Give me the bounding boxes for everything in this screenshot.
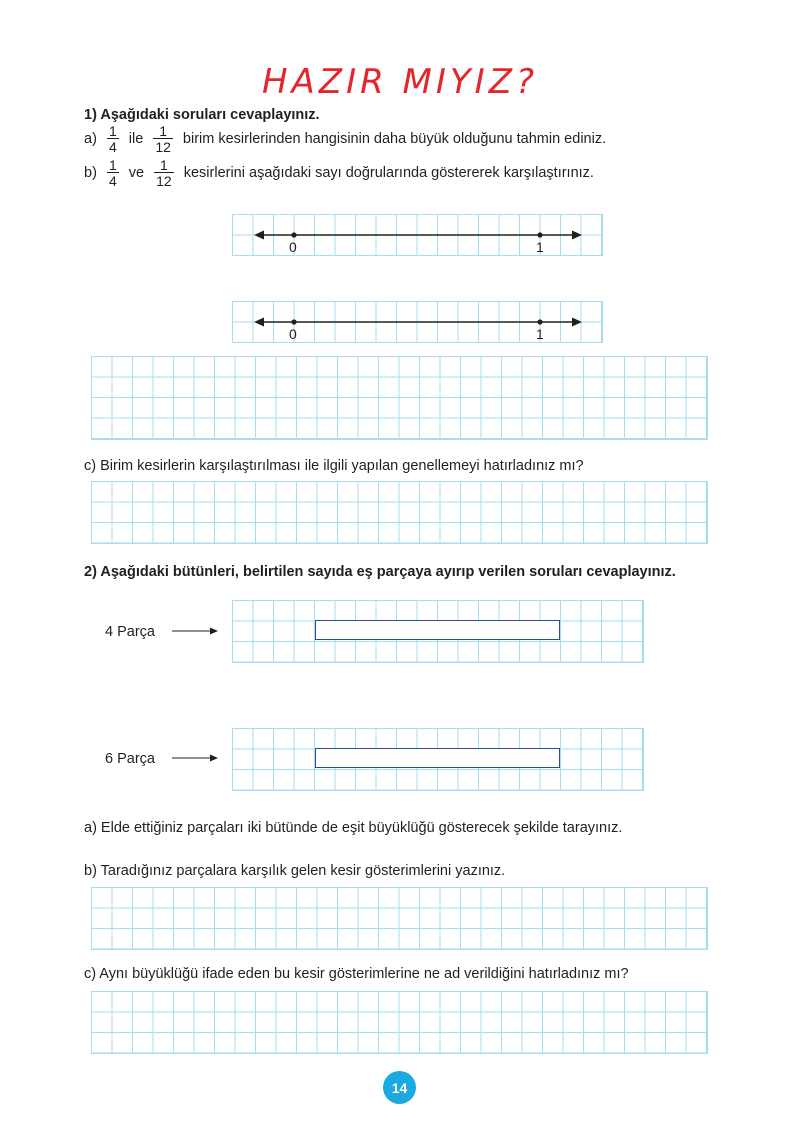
question-1c: c) Birim kesirlerin karşılaştırılması ile ilgili yapılan genellemeyi hatırladınız mı? [84, 458, 584, 474]
number-line-1-one-label: 1 [536, 239, 544, 255]
answer-grid-2c[interactable] [91, 991, 708, 1054]
fraction-denominator: 12 [156, 173, 172, 189]
question-2-heading: 2) Aşağıdaki bütünleri, belirtilen sayıda eş parçaya ayırıp verilen soruları cevaplayınız. [84, 564, 676, 580]
whole-1-bar[interactable] [315, 620, 560, 640]
fraction-numerator: 1 [160, 157, 168, 173]
number-line-1 [232, 214, 603, 256]
whole-1-grid[interactable] [232, 600, 644, 663]
question-2b: b) Taradığınız parçalara karşılık gelen kesir gösterimlerini yazınız. [84, 863, 506, 879]
number-line-1-zero-label: 0 [289, 239, 297, 255]
question-1b [84, 158, 594, 188]
page-number-badge: 14 [383, 1071, 416, 1104]
fraction-denominator: 4 [108, 139, 117, 155]
fraction-denominator: 12 [155, 139, 171, 155]
question-1a [84, 124, 606, 154]
question-1b-text: kesirlerini aşağıdaki sayı doğrularında göstererek karşılaştırınız. [183, 164, 594, 181]
arrow-right-icon [172, 751, 220, 765]
whole-2-label: 6 Parça [105, 751, 155, 767]
number-line-2-zero-label: 0 [289, 326, 297, 342]
arrow-right-icon [172, 624, 220, 638]
question-2c: c) Aynı büyüklüğü ifade eden bu kesir gösterimlerine ne ad verildiğini hatırladınız mı? [84, 966, 629, 982]
whole-2-bar[interactable] [315, 748, 560, 768]
whole-2-grid[interactable] [232, 728, 644, 791]
question-1b-prefix: b) [84, 164, 97, 181]
number-line-grid-2[interactable] [232, 301, 603, 343]
fraction-denominator: 4 [108, 173, 117, 189]
answer-grid-2b[interactable] [91, 887, 708, 950]
fraction-one-twelfth [153, 124, 173, 154]
fraction-one-quarter [107, 124, 119, 154]
number-line-grid-1[interactable] [232, 214, 603, 256]
fraction-one-twelfth [154, 158, 174, 188]
fraction-numerator: 1 [108, 157, 117, 173]
page-title: HAZIR MIYIZ? [261, 62, 539, 102]
fraction-one-quarter [107, 158, 119, 188]
question-1a-text: birim kesirlerinden hangisinin daha büyük olduğunu tahmin ediniz. [182, 130, 607, 147]
whole-1-label: 4 Parça [105, 624, 155, 640]
fraction-numerator: 1 [159, 123, 167, 139]
question-1b-joiner: ve [128, 164, 145, 181]
number-line-2 [232, 301, 603, 343]
number-line-2-one-label: 1 [536, 326, 544, 342]
question-1-heading: 1) Aşağıdaki soruları cevaplayınız. [84, 107, 320, 123]
question-1a-joiner: ile [128, 130, 144, 147]
fraction-numerator: 1 [108, 123, 117, 139]
question-2a: a) Elde ettiğiniz parçaları iki bütünde de eşit büyüklüğü gösterecek şekilde tarayınız. [84, 820, 623, 836]
question-1a-prefix: a) [84, 130, 97, 147]
answer-grid-1b[interactable] [91, 356, 708, 440]
answer-grid-1c[interactable] [91, 481, 708, 544]
